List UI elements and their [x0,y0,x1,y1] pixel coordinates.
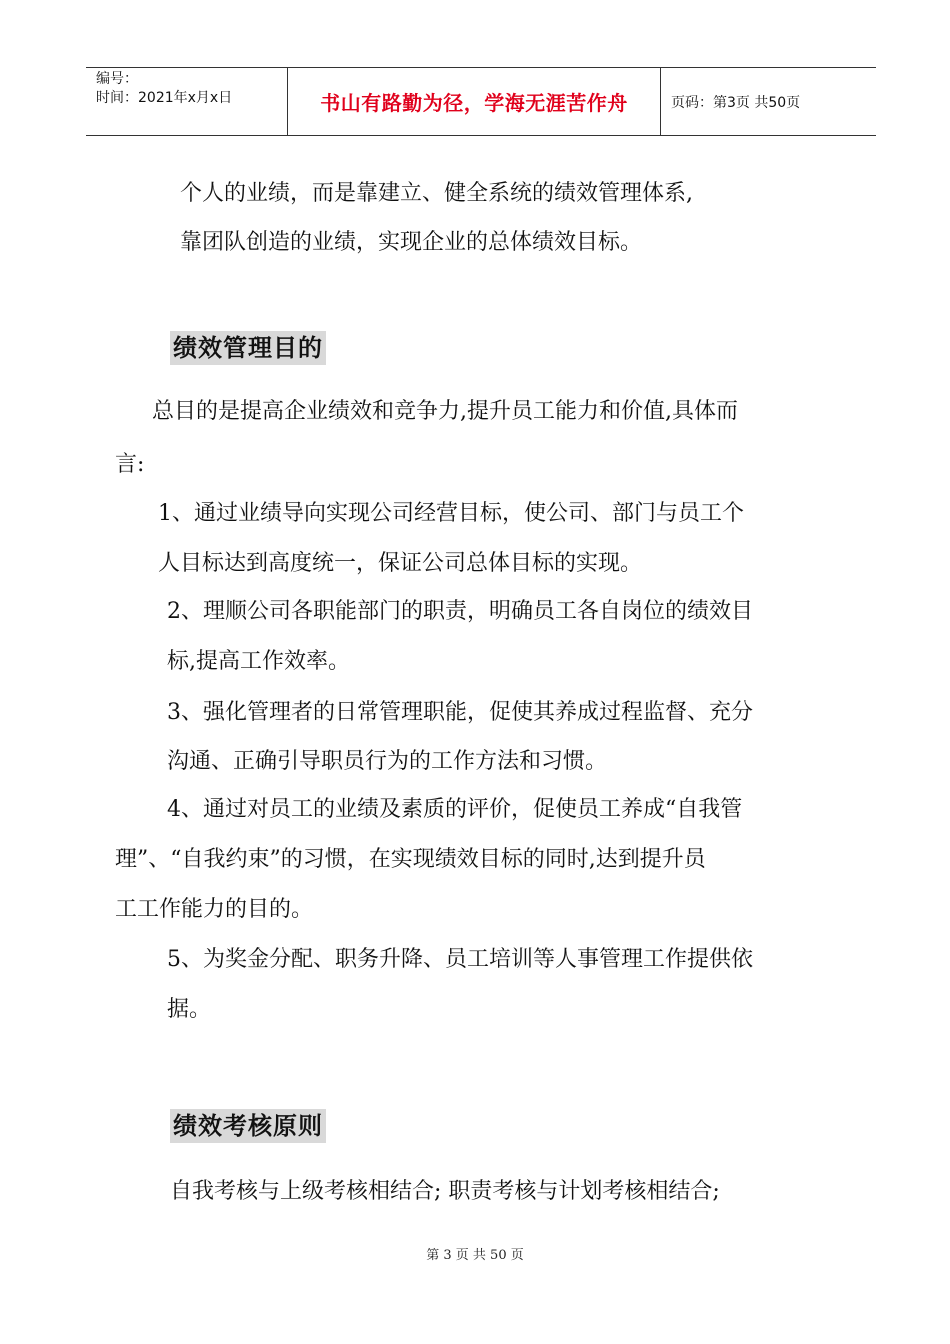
list-item-line: 2、理顺公司各职能部门的职责，明确员工各自岗位的绩效目 [167,599,753,624]
document-date: 时间：2021年x月x日 [96,90,233,106]
list-item-line: 据。 [167,997,212,1022]
intro-line: 靠团队创造的业绩，实现企业的总体绩效目标。 [180,230,643,255]
list-item-line: 3、强化管理者的日常管理职能，促使其养成过程监督、充分 [167,700,753,725]
header-motto: 书山有路勤为径，学海无涯苦作舟 [288,68,661,135]
list-item-line: 人目标达到高度统一，保证公司总体目标的实现。 [158,551,643,576]
list-item-line: 5、为奖金分配、职务升降、员工培训等人事管理工作提供依 [167,947,753,972]
paragraph-line: 总目的是提高企业绩效和竞争力,提升员工能力和价值,具体而 [152,399,738,424]
page-footer: 第 3 页 共 50 页 [426,1248,524,1263]
list-item-line: 4、通过对员工的业绩及素质的评价，促使员工养成“自我管 [167,797,743,822]
paragraph-line: 言: [115,452,145,477]
list-item-line: 标,提高工作效率。 [167,649,350,674]
section-heading: 绩效考核原则 [170,1109,326,1143]
list-item-line: 沟通、正确引导职员行为的工作方法和习惯。 [167,749,608,774]
section-heading: 绩效管理目的 [170,331,326,365]
page-header [86,67,876,136]
list-item-line: 1、通过业绩导向实现公司经营目标，使公司、部门与员工个 [158,501,744,526]
list-item-line: 工工作能力的目的。 [115,897,314,922]
header-page-info: 页码：第3页 共50页 [671,94,801,111]
paragraph-line: 自我考核与上级考核相结合; 职责考核与计划考核相结合; [170,1179,720,1204]
intro-line: 个人的业绩，而是靠建立、健全系统的绩效管理体系, [180,181,693,206]
header-meta [86,68,288,135]
document-number-label: 编号： [96,71,138,87]
list-item-line: 理”、“自我约束”的习惯，在实现绩效目标的同时,达到提升员 [115,847,706,872]
